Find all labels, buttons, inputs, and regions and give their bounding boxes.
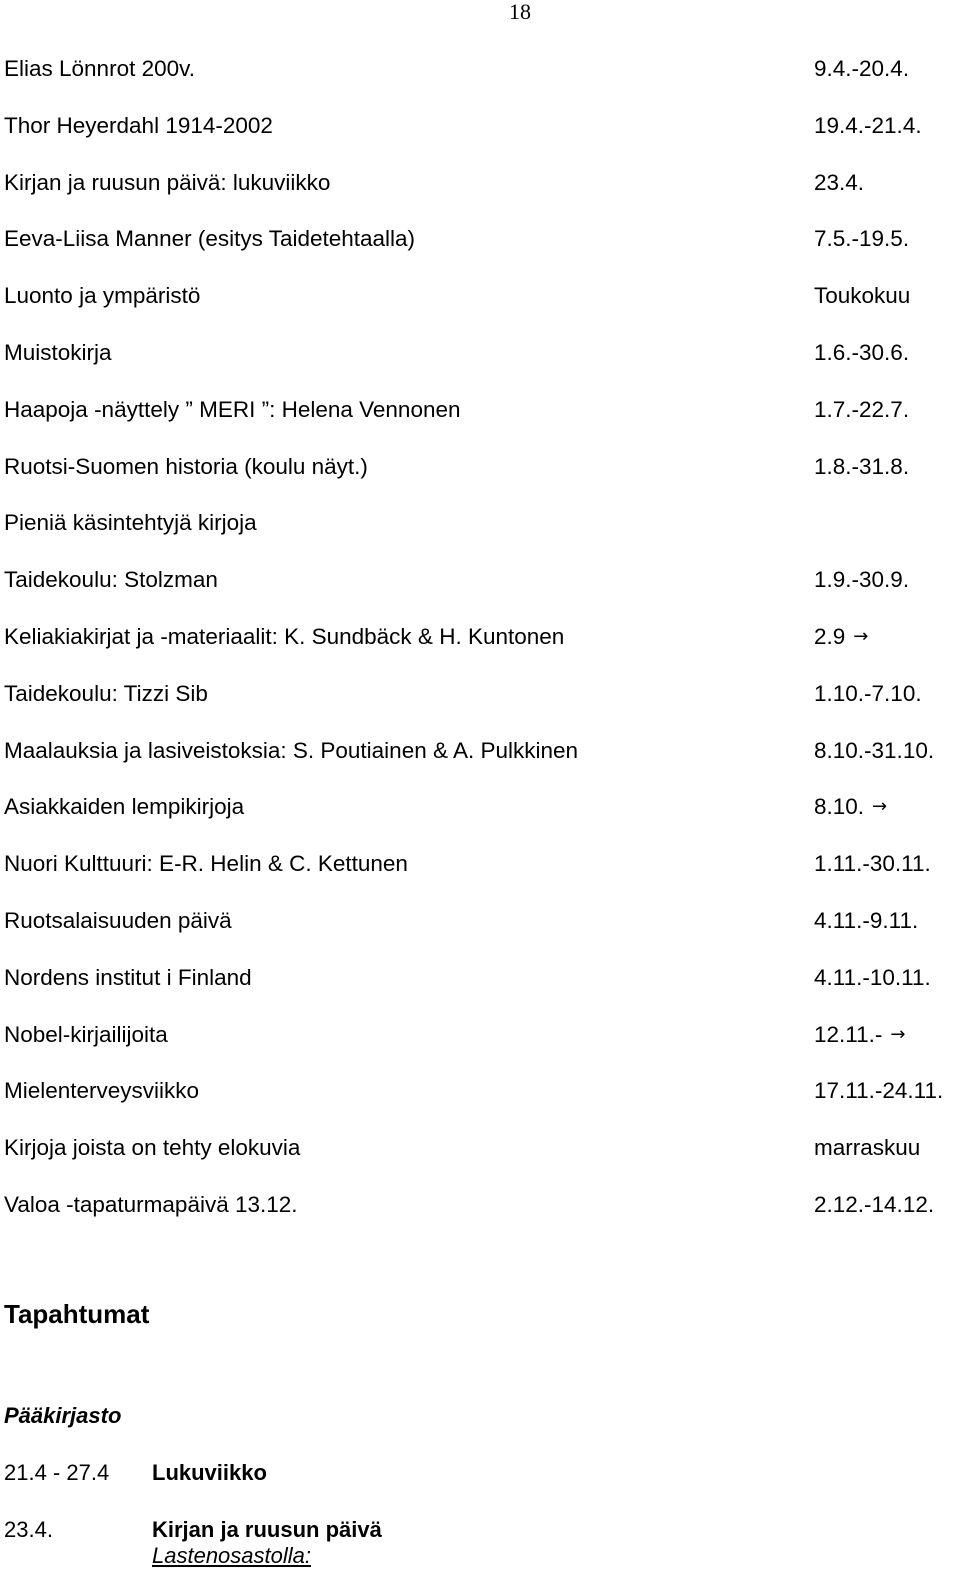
events-heading: Tapahtumat xyxy=(4,1299,150,1329)
exhibition-row xyxy=(4,168,960,225)
exhibition-date: 2.9 → xyxy=(814,623,869,649)
exhibition-date: marraskuu xyxy=(814,1135,921,1161)
exhibition-row xyxy=(4,792,960,849)
exhibition-title: Ruotsi-Suomen historia (koulu näyt.) xyxy=(4,453,368,479)
exhibition-date: 1.7.-22.7. xyxy=(814,396,910,422)
exhibition-date: 1.10.-7.10. xyxy=(814,680,922,706)
exhibition-title: Ruotsalaisuuden päivä xyxy=(4,907,232,933)
exhibition-title: Asiakkaiden lempikirjoja xyxy=(4,794,245,820)
exhibition-title: Nordens institut i Finland xyxy=(4,964,252,990)
exhibition-title: Nuori Kulttuuri: E-R. Helin & C. Kettunen xyxy=(4,851,408,877)
exhibition-row xyxy=(4,452,960,509)
exhibition-date: 8.10.-31.10. xyxy=(814,737,935,763)
event-date: 23.4. xyxy=(4,1517,53,1542)
exhibition-row xyxy=(4,54,960,111)
exhibition-row xyxy=(4,679,960,736)
exhibition-title: Taidekoulu: Stolzman xyxy=(4,567,218,593)
exhibition-title: Taidekoulu: Tizzi Sib xyxy=(4,680,208,706)
exhibition-date: 1.11.-30.11. xyxy=(814,851,931,877)
exhibition-date: 2.12.-14.12. xyxy=(814,1191,935,1217)
exhibition-title: Luonto ja ympäristö xyxy=(4,283,201,309)
exhibition-date: 17.11.-24.11. xyxy=(814,1078,944,1104)
arrow-right-icon: → xyxy=(890,1023,906,1045)
exhibition-row xyxy=(4,508,960,565)
exhibition-title: Kirjoja joista on tehty elokuvia xyxy=(4,1135,301,1161)
exhibition-row xyxy=(4,622,960,679)
exhibition-date: 23.4. xyxy=(814,169,865,195)
exhibition-title: Eeva-Liisa Manner (esitys Taidetehtaalla) xyxy=(4,226,416,252)
exhibition-title: Maalauksia ja lasiveistoksia: S. Poutiainen & A. Pulkkinen xyxy=(4,737,579,763)
exhibition-row xyxy=(4,224,960,281)
exhibition-row xyxy=(4,906,960,963)
page-number: 18 xyxy=(509,0,531,24)
exhibition-list xyxy=(4,54,960,1247)
event-date: 21.4 - 27.4 xyxy=(4,1460,110,1485)
venue-heading: Pääkirjasto xyxy=(4,1403,122,1428)
arrow-right-icon: → xyxy=(872,796,888,818)
exhibition-row xyxy=(4,565,960,622)
exhibition-row xyxy=(4,111,960,168)
exhibition-title: Keliakiakirjat ja -materiaalit: K. Sundbäck & H. Kuntonen xyxy=(4,623,565,649)
exhibition-title: Muistokirja xyxy=(4,339,112,365)
exhibition-title: Nobel-kirjailijoita xyxy=(4,1021,168,1047)
exhibition-date: 4.11.-10.11. xyxy=(814,964,931,990)
exhibition-row xyxy=(4,1076,960,1133)
exhibition-row xyxy=(4,1020,960,1077)
exhibition-date: 8.10. → xyxy=(814,794,888,820)
exhibition-date: 9.4.-20.4. xyxy=(814,56,910,81)
event-subtitle: Lastenosastolla: xyxy=(152,1543,311,1568)
exhibition-date: Toukokuu xyxy=(814,283,911,309)
exhibition-title: Thor Heyerdahl 1914-2002 xyxy=(4,112,273,138)
exhibition-row xyxy=(4,736,960,793)
exhibition-title: Elias Lönnrot 200v. xyxy=(4,56,195,81)
exhibition-title: Haapoja -näyttely ” MERI ”: Helena Vennonen xyxy=(4,396,461,422)
exhibition-row xyxy=(4,1133,960,1190)
exhibition-date: 1.6.-30.6. xyxy=(814,339,910,365)
exhibition-row xyxy=(4,338,960,395)
event-title: Kirjan ja ruusun päivä xyxy=(152,1517,382,1542)
exhibition-title: Valoa -tapaturmapäivä 13.12. xyxy=(4,1191,298,1217)
exhibition-row xyxy=(4,849,960,906)
exhibition-date xyxy=(814,508,822,538)
exhibition-row xyxy=(4,963,960,1020)
exhibition-date: 7.5.-19.5. xyxy=(814,226,910,252)
exhibition-title: Pieniä käsintehtyjä kirjoja xyxy=(4,510,257,536)
exhibition-date: 4.11.-9.11. xyxy=(814,907,919,933)
exhibition-date: 19.4.-21.4. xyxy=(814,112,922,138)
exhibition-date: 12.11.- → xyxy=(814,1021,906,1047)
exhibition-row xyxy=(4,1190,960,1247)
exhibition-date: 1.9.-30.9. xyxy=(814,567,910,593)
exhibition-title: Mielenterveysviikko xyxy=(4,1078,200,1104)
event-title: Lukuviikko xyxy=(152,1460,267,1485)
arrow-right-icon: → xyxy=(853,625,869,647)
exhibition-row xyxy=(4,395,960,452)
exhibition-date: 1.8.-31.8. xyxy=(814,453,910,479)
exhibition-title: Kirjan ja ruusun päivä: lukuviikko xyxy=(4,169,331,195)
exhibition-row xyxy=(4,281,960,338)
